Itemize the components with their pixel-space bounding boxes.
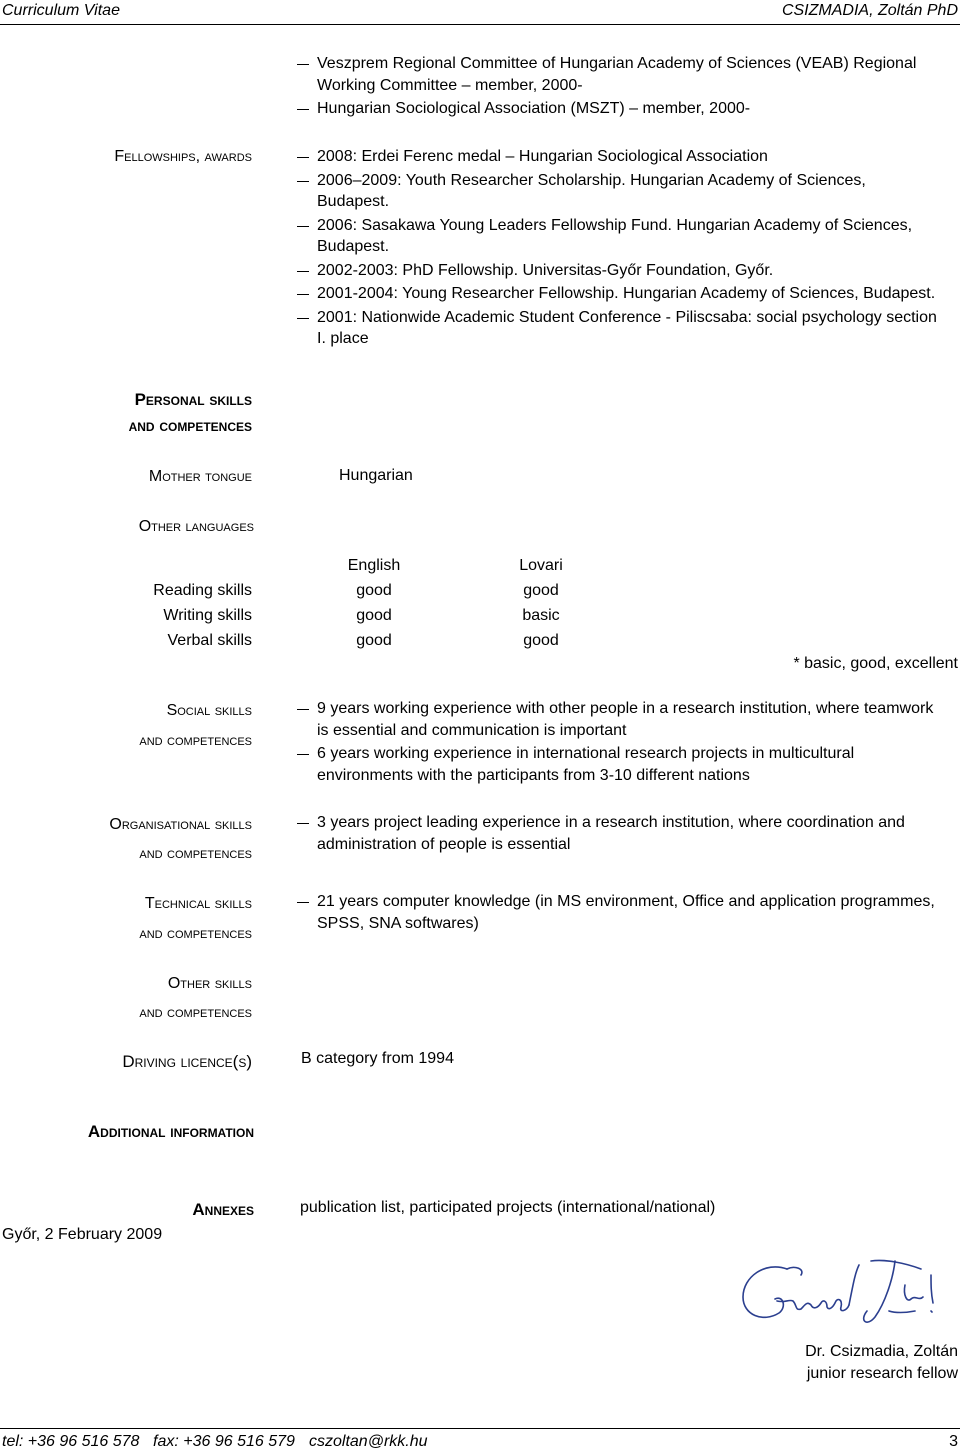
footer-email[interactable]: cszoltan@rkk.hu [309, 1433, 428, 1450]
list-item: 6 years working experience in international research projects in multicultural environments with the participants from 3-10 different nations [297, 743, 937, 786]
list-item: 2008: Erdei Ferenc medal – Hungarian Sociological Association [297, 146, 937, 168]
dash-bullet [297, 109, 309, 110]
annexes-value: publication list, participated projects (international/national) [300, 1199, 716, 1216]
dash-bullet [297, 823, 309, 824]
reading-lovari: good [523, 582, 559, 599]
language-header-lovari: Lovari [519, 557, 563, 574]
dash-bullet [297, 709, 309, 710]
list-item: Hungarian Sociological Association (MSZT) – member, 2000- [297, 98, 937, 120]
driving-licence-label: Driving licence(s) [122, 1052, 252, 1071]
dash-bullet [297, 181, 309, 182]
annexes-label: Annexes [192, 1200, 254, 1219]
organisational-skills-label: Organisational skills [109, 816, 252, 833]
social-skills-list [297, 698, 937, 788]
organisational-skills-sublabel: and competences [139, 845, 252, 862]
list-item: 2006–2009: Youth Researcher Scholarship. Hungarian Academy of Sciences, Budapest. [297, 170, 937, 213]
header-rule [0, 24, 960, 25]
driving-licence-value: B category from 1994 [301, 1050, 454, 1067]
verbal-lovari: good [523, 632, 559, 649]
mother-tongue-label: Mother tongue [148, 468, 252, 485]
technical-skills-label: Technical skills [144, 895, 252, 912]
additional-information-title: Additional information [87, 1122, 254, 1141]
dash-bullet [297, 64, 309, 65]
writing-english: good [356, 607, 392, 624]
other-skills-sublabel: and competences [139, 1004, 252, 1021]
page-number: 3 [949, 1433, 958, 1450]
list-item: 2006: Sasakawa Young Leaders Fellowship Fund. Hungarian Academy of Sciences, Budapest. [297, 215, 937, 258]
memberships-list [297, 53, 937, 122]
mother-tongue-value: Hungarian [339, 467, 413, 484]
personal-skills-subtitle: and competences [128, 416, 252, 435]
dash-bullet [297, 294, 309, 295]
fellowships-label: Fellowships, awards [114, 148, 252, 165]
place-date: Győr, 2 February 2009 [2, 1226, 163, 1243]
handwritten-signature [735, 1255, 945, 1335]
list-item: 21 years computer knowledge (in MS environment, Office and application programmes, SPSS, SNA softwares) [297, 891, 937, 934]
dash-bullet [297, 157, 309, 158]
writing-skills-label: Writing skills [163, 607, 252, 624]
footer-fax: fax: +36 96 516 579 [153, 1433, 295, 1450]
verbal-english: good [356, 632, 392, 649]
dash-bullet [297, 271, 309, 272]
dash-bullet [297, 754, 309, 755]
list-item: 2001: Nationwide Academic Student Conference - Piliscsaba: social psychology section I. place [297, 307, 937, 350]
technical-skills-sublabel: and competences [139, 925, 252, 942]
verbal-skills-label: Verbal skills [167, 632, 252, 649]
social-skills-sublabel: and competences [139, 732, 252, 749]
other-languages-label: Other languages [138, 518, 254, 535]
signature-title: junior research fellow [806, 1365, 958, 1382]
list-item: 9 years working experience with other people in a research institution, where teamwork is essential and communication is important [297, 698, 937, 741]
organisational-skills-list [297, 812, 937, 857]
footer-rule [0, 1428, 960, 1429]
reading-skills-label: Reading skills [153, 582, 252, 599]
list-item: 2002-2003: PhD Fellowship. Universitas-Győr Foundation, Győr. [297, 260, 937, 282]
technical-skills-list [297, 891, 937, 936]
social-skills-label: Social skills [166, 702, 252, 719]
reading-english: good [356, 582, 392, 599]
footer-tel: tel: +36 96 516 578 [2, 1433, 140, 1450]
list-item: Veszprem Regional Committee of Hungarian Academy of Sciences (VEAB) Regional Working Committee – member, 2000- [297, 53, 937, 96]
fellowships-list [297, 146, 937, 352]
header-right: CSIZMADIA, Zoltán PhD [781, 2, 958, 19]
list-item: 2001-2004: Young Researcher Fellowship. Hungarian Academy of Sciences, Budapest. [297, 283, 937, 305]
other-skills-label: Other skills [167, 975, 252, 992]
writing-lovari: basic [522, 607, 560, 624]
dash-bullet [297, 226, 309, 227]
language-header-english: English [347, 557, 401, 574]
scale-note: * basic, good, excellent [793, 655, 958, 672]
header-left: Curriculum Vitae [2, 2, 120, 19]
personal-skills-title: Personal skills [134, 390, 252, 409]
dash-bullet [297, 318, 309, 319]
dash-bullet [297, 902, 309, 903]
list-item: 3 years project leading experience in a research institution, where coordination and administration of people is essential [297, 812, 937, 855]
signature-name: Dr. Csizmadia, Zoltán [805, 1343, 958, 1360]
